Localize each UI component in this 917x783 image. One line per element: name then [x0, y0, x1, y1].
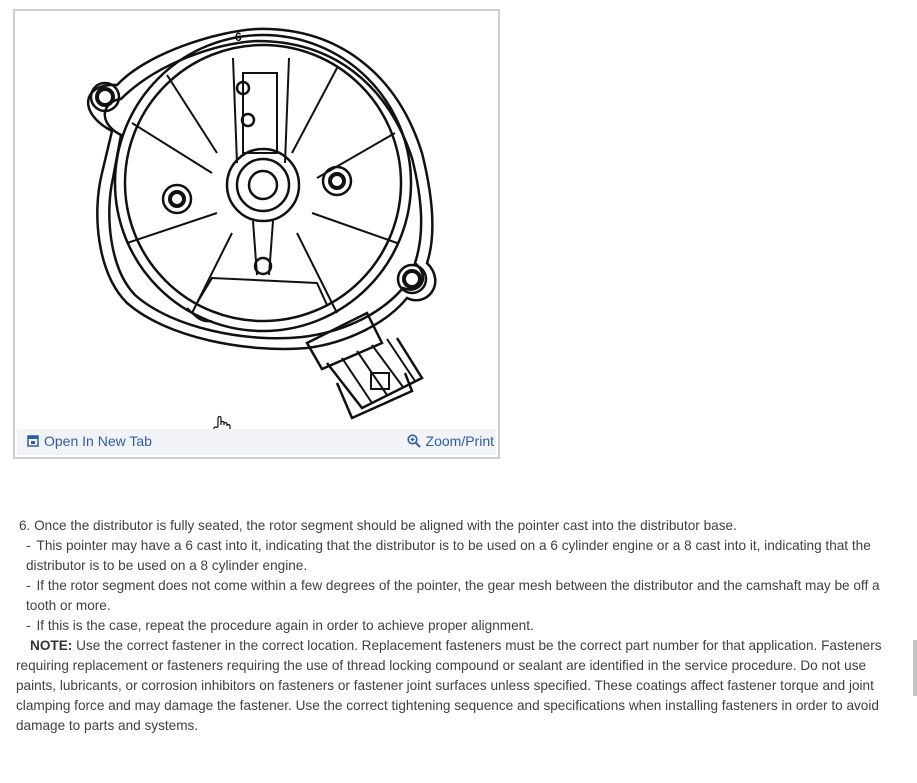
open-in-new-tab-link[interactable] — [27, 433, 152, 449]
marking-label: 6 — [235, 30, 242, 44]
figure-frame — [13, 9, 500, 459]
scrollbar-thumb[interactable] — [913, 640, 917, 696]
sub-step-3 — [16, 616, 898, 636]
dash-3: - — [26, 618, 31, 633]
dash-1: - — [26, 538, 31, 553]
note-text: Use the correct fastener in the correct location. Replacement fasteners must be the correct part number for that application. Fasteners requiring replacement or fasteners requiring the use of thread locking compound or sealant are identified in the service procedure. Do not use paints, lubricants, or corrosion inhibitors on fasteners or fastener joint surfaces unless specified. These coatings affect fastener torque and joint clamping force and may damage the fastener. Use the correct tightening sequence and specifications when installing fasteners in order to avoid damage to parts and systems. — [16, 638, 882, 733]
step-6-text: 6. Once the distributor is fully seated, the rotor segment should be aligned with the pointer cast into the distributor base. — [19, 518, 737, 533]
note-label: NOTE: — [30, 638, 73, 653]
zoom-icon — [407, 434, 421, 448]
note-paragraph — [16, 636, 898, 736]
sub-step-1 — [16, 536, 898, 576]
dash-2: - — [26, 578, 31, 593]
distributor-diagram[interactable] — [17, 13, 496, 431]
open-in-new-tab-label: Open In New Tab — [44, 433, 152, 449]
sub-step-2 — [16, 576, 898, 616]
base-plate-outline — [88, 29, 435, 349]
bolt-left — [163, 185, 191, 213]
zoom-print-label: Zoom/Print — [425, 433, 494, 449]
zoom-print-link[interactable] — [407, 433, 494, 449]
new-tab-icon — [27, 435, 39, 447]
sub-step-1-text: This pointer may have a 6 cast into it, indicating that the distributor is to be used on a 6 cylinder engine or a 8 cast into it, indicating that the distributor is to be used on a 8 cylinder engine. — [26, 538, 871, 573]
sub-step-2-text: If the rotor segment does not come within a few degrees of the pointer, the gear mesh between the distributor and the camshaft may be off a tooth or more. — [26, 578, 880, 613]
inner-bowl — [115, 35, 411, 331]
sub-step-3-text: If this is the case, repeat the procedure again in order to achieve proper alignment. — [36, 618, 534, 633]
figure-toolbar — [17, 429, 496, 455]
bolt-right — [323, 167, 351, 195]
procedure-content — [16, 516, 898, 736]
